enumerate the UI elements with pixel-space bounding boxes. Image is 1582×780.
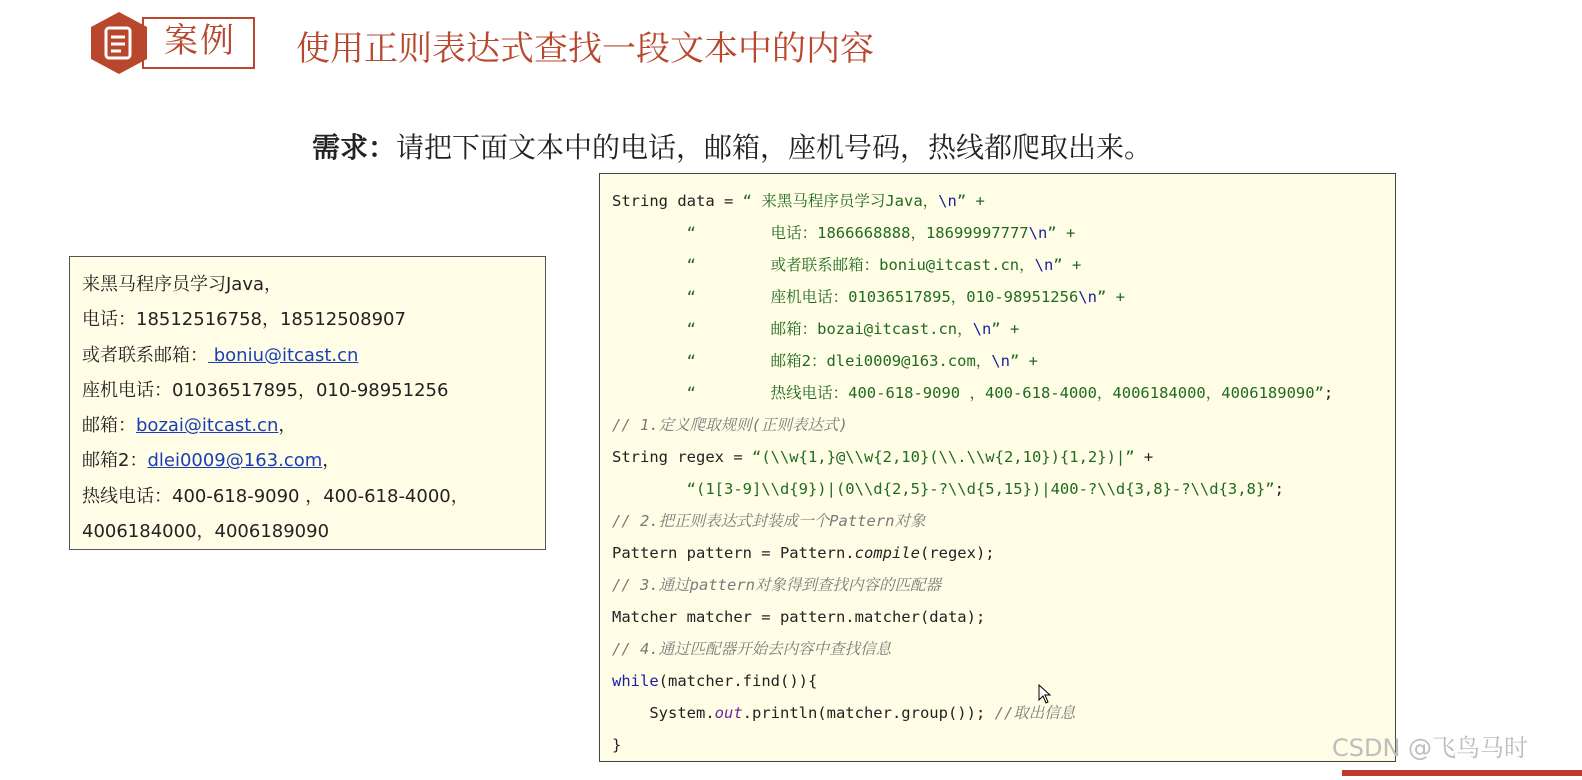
- code-keyword: while: [612, 672, 659, 690]
- sample-text: 邮箱：: [82, 415, 136, 437]
- code-token: .println(matcher.group());: [742, 704, 995, 722]
- sample-line: [82, 338, 533, 373]
- code-escape: \n: [938, 192, 957, 210]
- sample-text: ，: [322, 450, 341, 472]
- sample-text: ，: [278, 415, 297, 437]
- code-token: Pattern pattern = Pattern.: [612, 544, 855, 562]
- watermark: CSDN @飞鸟马时: [1332, 734, 1529, 762]
- requirement-key: 需求：: [312, 131, 397, 164]
- sample-line: 热线电话：400-618-9090 ，400-618-4000，: [82, 485, 469, 507]
- sample-text: 或者联系邮箱：: [82, 344, 208, 366]
- code-comment: // 2.把正则表达式封装成一个Pattern对象: [612, 512, 926, 530]
- code-string: ” +: [1009, 352, 1038, 370]
- code-token: System.: [612, 704, 715, 722]
- code-line: [612, 542, 995, 564]
- code-line: [612, 254, 1081, 276]
- code-string: “ 热线电话：400-618-9090 ，400-618-4000，4006184000，4006189090”: [612, 384, 1324, 402]
- code-line: Matcher matcher = pattern.matcher(data);: [612, 608, 986, 626]
- sample-line: [82, 443, 533, 478]
- code-escape: \n: [972, 320, 992, 338]
- code-escape: \n: [1034, 256, 1054, 274]
- code-line: }: [612, 736, 622, 754]
- code-line: [612, 222, 1075, 244]
- code-string: ” +: [956, 192, 985, 210]
- mouse-pointer-icon: [1038, 684, 1052, 704]
- sample-line: 来黑马程序员学习Java，: [82, 274, 283, 295]
- slide-title: 使用正则表达式查找一段文本中的内容: [296, 29, 874, 69]
- code-method: compile: [854, 544, 920, 562]
- code-escape: \n: [1078, 288, 1097, 306]
- code-line: [612, 190, 985, 212]
- code-string: “(\\w{1,}@\\w{2,10}(\\.\\w{2,10}){1,2})|”: [751, 448, 1135, 466]
- code-comment: // 4.通过匹配器开始去内容中查找信息: [612, 640, 892, 658]
- code-string: “ 座机电话：01036517895，010-98951256: [612, 288, 1079, 306]
- code-token: (regex);: [919, 544, 995, 562]
- code-escape: \n: [991, 352, 1010, 370]
- code-string: “ 或者联系邮箱：boniu@itcast.cn，: [612, 256, 1035, 274]
- code-line: [612, 446, 1153, 468]
- sample-line: 座机电话：01036517895，010-98951256: [82, 379, 449, 401]
- accent-strip: [1342, 770, 1582, 776]
- code-line: [612, 286, 1125, 308]
- code-escape: \n: [1028, 224, 1048, 242]
- code-string: ” +: [991, 320, 1020, 338]
- sample-line: 4006184000，4006189090: [82, 521, 330, 543]
- code-string: ” +: [1047, 224, 1076, 242]
- requirement-statement: [312, 128, 1152, 168]
- sample-text: 邮箱2：: [82, 450, 148, 472]
- code-string: ” +: [1096, 288, 1125, 306]
- code-string: “(1[3-9]\\d{9})|(0\\d{2,5}-?\\d{5,15})|400-?\\d{3,8}-?\\d{3,8}”: [612, 480, 1275, 498]
- code-token: ;: [1323, 384, 1334, 402]
- code-comment: // 3.通过pattern对象得到查找内容的匹配器: [612, 576, 941, 594]
- sample-text-panel: [69, 256, 546, 550]
- code-string: “ 电话：1866668888，18699997777: [612, 224, 1029, 242]
- code-string: ” +: [1053, 256, 1082, 274]
- code-line: [612, 382, 1333, 404]
- sample-line: 电话：18512516758，18512508907: [82, 309, 406, 331]
- code-token: (matcher.find()){: [658, 672, 818, 690]
- code-token: ;: [1274, 480, 1284, 498]
- case-badge: [88, 10, 256, 72]
- code-token: String data =: [612, 192, 743, 210]
- code-line: [612, 478, 1284, 500]
- email-link[interactable]: dlei0009@163.com: [147, 450, 323, 472]
- code-line: [612, 318, 1019, 340]
- code-line: [612, 670, 817, 692]
- code-panel: [599, 173, 1396, 762]
- code-string: “ 邮箱：bozai@itcast.cn，: [612, 320, 973, 338]
- code-line: [612, 702, 1075, 724]
- code-field: out: [714, 704, 743, 722]
- code-comment: // 1.定义爬取规则(正则表达式): [612, 416, 848, 434]
- document-icon: [88, 10, 150, 76]
- case-badge-label: 案例: [164, 21, 236, 61]
- code-string: “ 邮箱2：dlei0009@163.com，: [612, 352, 992, 370]
- code-comment: //取出信息: [994, 704, 1076, 722]
- email-link[interactable]: boniu@itcast.cn: [208, 344, 359, 366]
- code-token: String regex =: [612, 448, 752, 466]
- code-string: “ 来黑马程序员学习Java，: [742, 192, 939, 210]
- email-link[interactable]: bozai@itcast.cn: [136, 415, 279, 437]
- code-line: [612, 350, 1038, 372]
- code-token: +: [1134, 448, 1154, 466]
- sample-line: [82, 408, 533, 443]
- requirement-text: 请把下面文本中的电话，邮箱，座机号码，热线都爬取出来。: [396, 131, 1153, 164]
